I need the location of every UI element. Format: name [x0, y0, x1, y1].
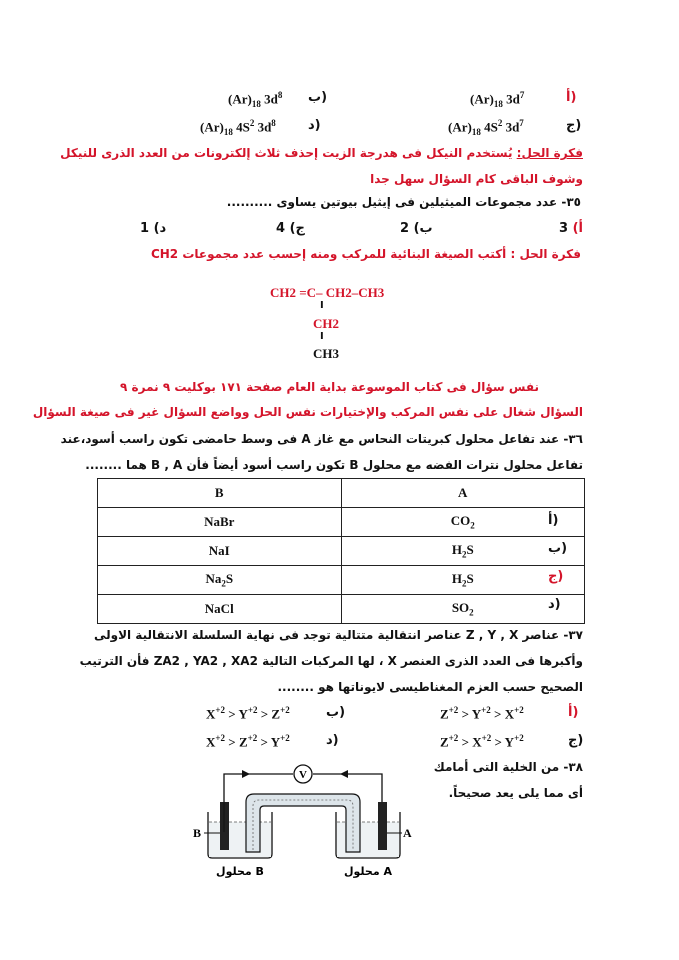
solution-b-fill: [209, 822, 271, 857]
structure-branch-ch3: CH3: [313, 346, 339, 361]
q35-option-d: [140, 221, 166, 236]
table-cell-b: NaCl: [98, 595, 342, 624]
table-cell-a: $H_2S$: [341, 537, 585, 566]
table-row: [98, 508, 585, 537]
table-row-label-a: أ): [548, 513, 559, 528]
table-row: [98, 595, 585, 624]
table-row-label-b: ب): [548, 541, 568, 556]
voltmeter-label: V: [299, 769, 307, 781]
wire-arrow-right: [340, 770, 348, 778]
option-a-config: $(Ar)_{18}$ $3d^7$: [470, 90, 525, 109]
hint2: فكرة الحل : أكتب الصيغة البنائية للمركب ومنه إحسب عدد مجموعات CH2: [150, 247, 581, 261]
hint1-text: يُستخدم النيكل فى هدرجة الزيت إحذف ثلاث إلكترونات من العدد الذرى للنيكل: [60, 146, 513, 160]
q35-option-b-label: ب): [413, 221, 433, 236]
q37-option-c-text: $Z^{+2} > X^{+2} > Y^{+2}$: [440, 733, 524, 750]
option-c-config: $(Ar)_{18}$ $4S^2$ $3d^7$: [448, 118, 524, 137]
option-a-label: أ): [566, 90, 577, 105]
q36-line2: تفاعل محلول نترات الفضه مع محلول B تكون راسب أسود أيضاً فأن B , A هما ........: [85, 458, 583, 472]
table-row: [98, 566, 585, 595]
table-cell-b: NaI: [98, 537, 342, 566]
table-cell-a: $H_2S$: [341, 566, 585, 595]
q37-line2: وأكبرها فى العدد الذرى العنصر X ، لها المركبات التالية ZA2 , YA2 , XA2 فأن الترتيب: [79, 654, 583, 668]
hint1-prefix: فكرة الحل:: [516, 146, 583, 160]
q36-options-table: [97, 478, 585, 624]
electrode-b-label: B: [193, 826, 202, 840]
note-line2: السؤال شغال على نفس المركب والإختيارات نفس الحل وواضع السؤال غير فى صيغة السؤال: [32, 405, 583, 419]
q35-option-a: [559, 221, 583, 236]
table-row: [98, 537, 585, 566]
structure-bond-2: I: [320, 331, 324, 342]
option-c-label: ج): [566, 118, 582, 133]
q37-line1: ٣٧- عناصر Z , Y , X عناصر انتقالية متتالية توجد فى نهاية السلسلة الانتقالية الاولى: [93, 628, 583, 642]
structure-bond-1: I: [320, 300, 324, 311]
q35-option-c: [276, 221, 305, 236]
hint1-line1: [60, 146, 583, 160]
q37-option-a-label: أ): [568, 705, 579, 720]
wire-arrow-left: [242, 770, 250, 778]
q37-option-d-text: $X^{+2} > Z^{+2} > Y^{+2}$: [206, 733, 290, 750]
q35-option-b: [400, 221, 433, 236]
table-cell-b: NaBr: [98, 508, 342, 537]
q37-option-b-text: $X^{+2} > Y^{+2} > Z^{+2}$: [206, 705, 290, 722]
table-header-b: B: [98, 479, 342, 508]
option-d-config: $(Ar)_{18}$ $4S^2$ $3d^8$: [200, 118, 276, 137]
q35-text: ٣٥- عدد مجموعات الميثيلين فى إيثيل بيوتين يساوى ..........: [226, 195, 581, 209]
note-line1: نفس سؤال فى كتاب الموسوعة بداية العام صفحة ١٧١ بوكليت ٩ نمرة ٩: [120, 380, 539, 394]
q35-option-c-value: 4: [276, 221, 286, 236]
structure-branch-ch2: CH2: [313, 316, 339, 331]
solution-a-label: محلول A: [343, 865, 393, 878]
table-cell-a: $CO_2$: [341, 508, 585, 537]
q35-option-a-label: أ): [572, 221, 583, 236]
table-cell-b: $Na_2S$: [98, 566, 342, 595]
option-b-config: $(Ar)_{18}$ $3d^8$: [228, 90, 283, 109]
electrode-a-label: A: [403, 826, 412, 840]
q35-option-a-value: 3: [559, 221, 569, 236]
hint1-line2: وشوف الباقى كام السؤال سهل جدا: [370, 172, 583, 186]
q37-line3: الصحيح حسب العزم المغناطيسى لايوناتها هو ........: [277, 680, 583, 694]
structure-main-chain: CH2 =C– CH2–CH3: [270, 285, 385, 300]
electrode-a: [378, 802, 387, 850]
electrochemical-cell-diagram: [190, 762, 420, 882]
table-row-label-d: د): [548, 597, 561, 612]
table-header-row: [98, 479, 585, 508]
q37-option-a-text: $Z^{+2} > Y^{+2} > X^{+2}$: [440, 705, 524, 722]
q37-option-c-label: ج): [568, 733, 584, 748]
table-row-label-c: ج): [548, 569, 564, 584]
option-d-label: د): [308, 118, 321, 133]
q35-option-b-value: 2: [400, 221, 410, 236]
q36-line1: ٣٦- عند تفاعل محلول كبريتات النحاس مع غاز A فى وسط حامضى تكون راسب أسود،عند: [60, 432, 583, 446]
q35-option-d-label: د): [153, 221, 167, 236]
q38-line1: ٣٨- من الخلية التى أمامك: [433, 760, 583, 774]
q37-option-d-label: د): [326, 733, 339, 748]
option-b-label: ب): [308, 90, 328, 105]
q38-line2: أى مما يلى يعد صحيحاً.: [448, 786, 583, 800]
solution-b-label: محلول B: [216, 865, 264, 878]
table-cell-a: $SO_2$: [341, 595, 585, 624]
q37-option-b-label: ب): [326, 705, 346, 720]
table-header-a: A: [341, 479, 585, 508]
q35-option-d-value: 1: [140, 221, 150, 236]
q35-option-c-label: ج): [289, 221, 305, 236]
